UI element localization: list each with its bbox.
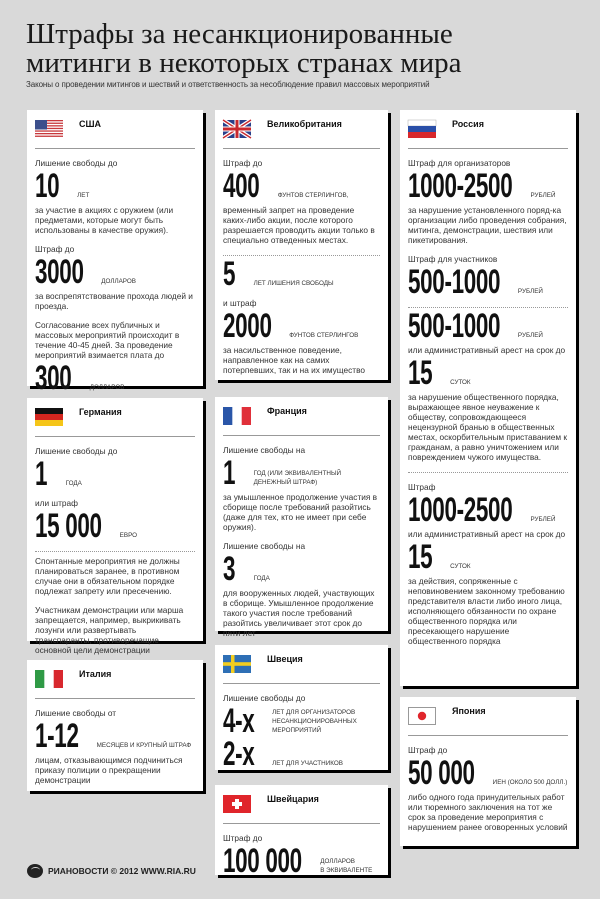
penalty-value-row: [35, 717, 195, 755]
penalty-description: лицам, отказывающимся подчиниться приказу полиции о прекращении демонстрации: [35, 755, 183, 785]
penalty-number: 15: [408, 354, 433, 392]
penalty-number: 3: [223, 550, 236, 588]
penalty-label: или штраф: [35, 498, 78, 508]
penalty-description: за нарушение общественного порядка, выражающее явное неуважение к обществу, сопровождающееся нецензурной бранью в общественных местах, оскорбительным приставанием к гражданам, а равно уничтожением или повреждением чужого имущества.: [408, 392, 568, 462]
card-japan: [400, 697, 576, 846]
country-name: Япония: [452, 706, 486, 716]
penalty-number: 1: [35, 455, 48, 493]
penalty-number: 1: [223, 454, 236, 492]
penalty-number: 50 000: [408, 754, 475, 792]
card-france: [215, 397, 388, 638]
penalty-number: 300: [35, 359, 72, 397]
usa-flag-icon: [35, 120, 63, 138]
country-name: Швеция: [267, 654, 303, 664]
dotted-divider: [223, 255, 380, 256]
penalty-label: Лишение свободы на: [223, 445, 306, 455]
card-header: [408, 110, 568, 149]
penalty-number: 4-х: [223, 702, 255, 740]
penalty-label: Участникам демонстрации или марша запрещается, например, выкрикивать лозунги или развертывать транспаранты, противоречащие основной цели демонстрации: [35, 605, 184, 655]
penalty-value-row: [223, 842, 380, 880]
penalty-label: Штраф до: [223, 158, 263, 168]
penalty-number: 5: [223, 255, 236, 293]
card-switzerland: [215, 785, 388, 880]
penalty-unit: РУБЛЕЙ: [517, 288, 543, 295]
penalty-description: либо одного года принудительных работ или тюремного заключения на тот же срок за проведение мероприятия с нарушением ранее оговоренных условий: [408, 792, 568, 832]
penalty-value-row: [223, 255, 380, 293]
penalty-label: Лишение свободы от: [35, 708, 117, 718]
country-name: Италия: [79, 669, 112, 679]
penalty-description: за насильственное поведение, направленное как на самих потерпевших, так и на их имущество: [223, 345, 366, 375]
penalty-description: Спонтанные мероприятия не должны планироваться заранее, в противном случае они в обязательном порядке подлежат запрету или пресечению.: [35, 556, 180, 596]
penalty-unit: МЕСЯЦЕВ И КРУПНЫЙ ШТРАФ: [96, 742, 192, 749]
penalty-number: 1000-2500: [408, 167, 513, 205]
page-subtitle: Законы о проведении митингов и шествий и ответственность за несоблюдение правил массовых мероприятий: [26, 80, 430, 89]
penalty-number: 2000: [223, 307, 272, 345]
penalty-value-row: [223, 167, 380, 205]
card-sweden: [215, 645, 388, 773]
country-name: Германия: [79, 407, 122, 417]
penalty-label: Лишение свободы на: [223, 541, 306, 551]
footer: [27, 864, 196, 878]
penalty-description: за воспрепятствование прохода людей и проезда.: [35, 291, 193, 311]
germany-flag-icon: [35, 408, 63, 426]
penalty-value-row: [35, 455, 195, 493]
footer-credit: РИАНОВОСТИ © 2012 WWW.RIA.RU: [48, 866, 196, 876]
penalty-value-row: [408, 754, 568, 792]
penalty-number: 100 000: [223, 842, 302, 880]
penalty-value-row: [408, 491, 568, 529]
penalty-description: за нарушение установленного поряд-ка организации либо проведения собрания, митинга, демонстрации, шествия или пикетирования.: [408, 205, 567, 245]
penalty-unit: ЛЕТ ДЛЯ УЧАСТНИКОВ: [272, 760, 343, 767]
country-name: Швейцария: [267, 794, 319, 804]
penalty-unit: ДОЛЛАРОВ В ЭКВИВАЛЕНТЕ: [320, 858, 373, 874]
penalty-label: Согласование всех публичных и массовых мероприятий происходит в течение 40-45 дней. За проведение мероприятий взимается плата до: [35, 320, 180, 360]
penalty-value-row: [223, 702, 380, 740]
card-germany: [27, 398, 203, 655]
penalty-number: 10: [35, 167, 60, 205]
penalty-unit: ФУНТОВ СТЕРЛИНГОВ,: [277, 192, 349, 199]
penalty-unit: СУТОК: [450, 563, 471, 570]
penalty-description: за участие в акциях с оружием (или предметами, которые могут быть использованы в качестве оружия).: [35, 205, 174, 235]
penalty-value-row: [35, 167, 195, 205]
card-header: [223, 397, 380, 436]
penalty-label: Штраф: [408, 482, 436, 492]
penalty-value-row: [223, 550, 380, 588]
penalty-description: временный запрет на проведение каких-либо акции, после которого разрешается проводить акции только в специально отведенных местах.: [223, 205, 375, 245]
penalty-number: 500-1000: [408, 263, 501, 301]
penalty-unit: РУБЛЕЙ: [530, 516, 556, 523]
card-header: [408, 697, 568, 736]
penalty-number: 3000: [35, 253, 84, 291]
penalty-value-row: [408, 538, 568, 576]
penalty-description: или административный арест на срок до: [408, 345, 566, 355]
penalty-label: и штраф: [223, 298, 257, 308]
country-name: США: [79, 119, 102, 129]
penalty-number: 1000-2500: [408, 491, 513, 529]
penalty-value-row: [35, 507, 195, 545]
penalty-unit: РУБЛЕЙ: [517, 332, 543, 339]
country-name: Франция: [267, 406, 307, 416]
country-name: Россия: [452, 119, 484, 129]
penalty-unit: ФУНТОВ СТЕРЛИНГОВ: [289, 332, 359, 339]
card-italy: [27, 660, 203, 791]
card-header: [35, 660, 195, 699]
penalty-label: Штраф до: [408, 745, 448, 755]
penalty-unit: ЛЕТ ДЛЯ ОРГАНИЗАТОРОВ НЕСАНКЦИОНИРОВАННЫХ МЕРОПРИЯТИЙ: [272, 709, 357, 734]
card-header: [35, 110, 195, 149]
penalty-description: или административный арест на срок до: [408, 529, 566, 539]
penalty-unit: РУБЛЕЙ: [530, 192, 556, 199]
penalty-unit: ДОЛЛАРОВ: [89, 384, 125, 391]
penalty-label: Лишение свободы до: [35, 446, 118, 456]
card-header: [223, 785, 380, 824]
penalty-description: за умышленное продолжение участия в сборище после требований разойтись (даже для тех, кто не имеет при себе оружия).: [223, 492, 378, 532]
penalty-description: за действия, сопряженные с неповиновением законному требованию представителя власти либо иного лица, исполняющего обязанности по охране общественного порядка или пресекающего нарушение общественного порядка: [408, 576, 565, 646]
penalty-number: 500-1000: [408, 307, 501, 345]
penalty-value-row: [408, 354, 568, 392]
card-header: [223, 645, 380, 684]
penalty-unit: ДОЛЛАРОВ: [101, 278, 136, 285]
penalty-value-row: [408, 307, 568, 345]
card-header: [223, 110, 380, 149]
penalty-unit: ГОД (ИЛИ ЭКВИВАЛЕНТНЫЙ ДЕНЕЖНЫЙ ШТРАФ): [253, 470, 342, 486]
penalty-value-row: [35, 253, 195, 291]
penalty-unit: ГОДА: [65, 480, 82, 487]
penalty-description: для вооруженных людей, участвующих в сборище. Умышленное продолжение такого участия после требований разойтись увеличивает этот срок до пяти лет: [223, 588, 375, 638]
penalty-label: Штраф для организаторов: [408, 158, 511, 168]
italy-flag-icon: [35, 670, 63, 688]
card-usa: [27, 110, 203, 397]
japan-flag-icon: [408, 707, 436, 725]
sweden-flag-icon: [223, 655, 251, 673]
penalty-number: 2-х: [223, 735, 255, 773]
card-uk: [215, 110, 388, 380]
page-title: [26, 20, 586, 78]
ria-logo-icon: [27, 864, 43, 878]
penalty-label: Лишение свободы до: [223, 693, 306, 703]
title-line-2: митинги в некоторых странах мира: [26, 47, 462, 79]
penalty-label: Лишение свободы до: [35, 158, 118, 168]
penalty-value-row: [223, 454, 380, 492]
penalty-unit: ЛЕТ ЛИШЕНИЯ СВОБОДЫ: [253, 280, 334, 287]
card-header: [35, 398, 195, 437]
penalty-unit: ИЕН (ОКОЛО 500 ДОЛЛ.): [492, 779, 568, 786]
penalty-number: 15: [408, 538, 433, 576]
country-name: Великобритания: [267, 119, 342, 129]
title-line-1: Штрафы за несанкционированные: [26, 18, 453, 50]
penalty-unit: ЕВРО: [119, 532, 138, 539]
penalty-value-row: [223, 307, 380, 345]
penalty-label: Штраф для участников: [408, 254, 498, 264]
uk-flag-icon: [223, 120, 251, 138]
dotted-divider: [408, 472, 568, 473]
penalty-unit: СУТОК: [450, 379, 471, 386]
russia-flag-icon: [408, 120, 436, 138]
penalty-value-row: [223, 735, 380, 773]
france-flag-icon: [223, 407, 251, 425]
penalty-number: 1-12: [35, 717, 79, 755]
card-russia: [400, 110, 576, 686]
switzerland-flag-icon: [223, 795, 251, 813]
penalty-number: 15 000: [35, 507, 102, 545]
penalty-unit: ГОДА: [253, 575, 270, 582]
penalty-value-row: [408, 167, 568, 205]
penalty-label: Штраф до: [223, 833, 263, 843]
penalty-value-row: [35, 359, 195, 397]
dotted-divider: [35, 551, 195, 552]
penalty-label: Штраф до: [35, 244, 75, 254]
penalty-number: 400: [223, 167, 260, 205]
penalty-value-row: [408, 263, 568, 301]
penalty-unit: ЛЕТ: [77, 192, 90, 199]
